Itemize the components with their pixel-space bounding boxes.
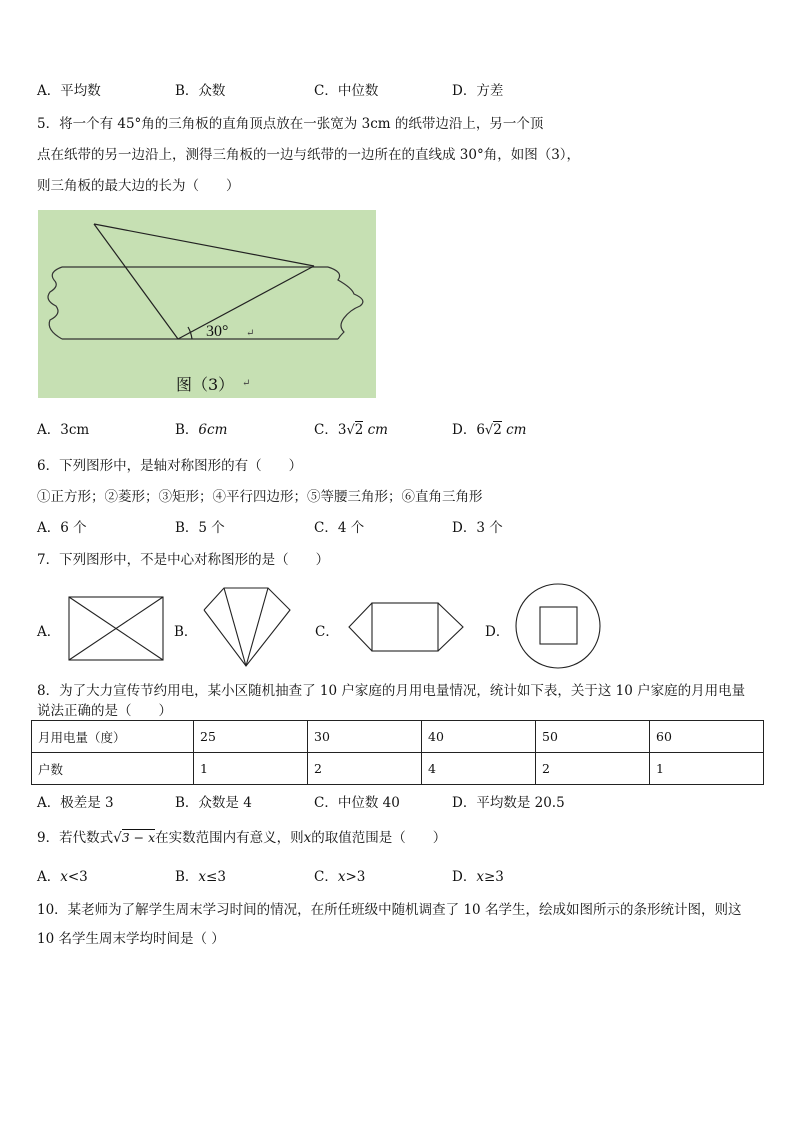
q5-option-b-value: 6cm [198,422,228,438]
q9-option-b[interactable] [175,868,226,886]
q6-option-b[interactable]: B．5 个 [175,520,225,536]
q5-stem-line3: 则三角板的最大边的长为（ ） [37,178,240,194]
q6-shape-list: ①正方形；②菱形；③矩形；④平行四边形；⑤等腰三角形；⑥直角三角形 [37,489,483,505]
q8-stem-line2: 说法正确的是（ ） [37,703,172,719]
q9-option-b-label: B． [175,869,199,885]
q9-option-c-relation: >3 [345,869,366,885]
sqrt-icon: √ [113,830,122,846]
q6-option-d[interactable]: D．3 个 [452,520,503,536]
q5-figure-caption: 图（3） [176,375,235,394]
q7-option-b-label[interactable]: B． [174,624,198,640]
triangle-board [94,224,314,339]
q8-usage-table [31,720,764,785]
q5-option-d-radicand: 2 [493,422,502,438]
q8-options [37,794,757,812]
q9-option-c-var: x [337,869,346,885]
q9-option-a-label: A． [37,869,61,885]
table-cell: 2 [308,753,422,785]
q9-option-d-label: D． [452,869,477,885]
q9-option-d[interactable] [452,868,504,886]
q8-option-c[interactable]: C．中位数 40 [314,795,400,811]
q5-stem-line2: 点在纸带的另一边沿上，测得三角板的一边与纸带的一边所在的直线成 30°角，如图（3）， [37,147,581,163]
q10-stem-line2: 10 名学生周末学均时间是（ ） [37,931,225,947]
q4-option-a[interactable]: A．平均数 [37,83,101,99]
q6-option-a[interactable]: A．6 个 [37,520,87,536]
q5-option-d-unit: cm [506,422,527,438]
q7-figure-b-fan-shape[interactable] [196,580,296,670]
q9-option-c-label: C． [314,869,338,885]
table-cell: 60 [650,721,764,753]
q4-option-d[interactable]: D．方差 [452,83,504,99]
table-cell: 1 [194,753,308,785]
table-row [32,753,764,785]
q8-option-b[interactable]: B．众数是 4 [175,795,252,811]
q7-option-d-label[interactable]: D． [485,624,510,640]
q9-stem [37,829,446,847]
q8-option-a[interactable]: A．极差是 3 [37,795,114,811]
q7-option-a-label[interactable]: A． [37,624,61,640]
q7-stem: 7．下列图形中，不是中心对称图形的是（ ） [37,552,330,568]
q8-stem-line1: 8．为了大力宣传节约用电，某小区随机抽查了 10 户家庭的月用电量情况，统计如下表，关于这 10 户家庭的月用电量 [37,683,746,699]
q9-option-d-var: x [476,869,484,885]
q6-option-c[interactable]: C．4 个 [314,520,365,536]
q5-option-b-label: B． [175,422,199,438]
q4-option-b[interactable]: B．众数 [175,83,226,99]
q9-option-a-relation: <3 [67,869,88,885]
q9-option-c[interactable] [314,868,365,886]
table-cell: 4 [422,753,536,785]
q5-option-a[interactable]: A．3cm [37,422,90,438]
q5-option-c-radicand: 2 [354,422,364,438]
q7-figure-c-rectangle-with-triangles[interactable] [344,580,468,670]
q6-options [37,519,757,537]
q5-option-c[interactable] [314,421,388,440]
q7-option-c-label[interactable]: C． [315,624,339,640]
q5-stem-line1: 5．将一个有 45°角的三角板的直角顶点放在一张宽为 3cm 的纸带边沿上，另一个顶 [37,116,544,132]
q5-figure [38,210,376,398]
table-cell: 25 [194,721,308,753]
q5-option-c-unit: cm [367,422,388,438]
q5-figure-drawing [38,210,376,398]
table-cell: 1 [650,753,764,785]
q5-angle-label: 30° [206,323,229,340]
q5-option-d-label: D． [452,422,477,438]
q9-option-b-var: x [198,869,207,885]
q9-option-a-var: x [60,869,68,885]
q9-options [37,868,757,886]
q5-option-c-label: C． [314,422,338,438]
table-cell: 50 [536,721,650,753]
q7-figure-d-circle-with-square[interactable] [512,580,606,670]
table-row [32,721,764,753]
q5-options [37,421,757,439]
q9-radicand: 3 − x [121,830,156,845]
table-cell: 户数 [32,753,194,785]
table-cell: 30 [308,721,422,753]
q10-stem-line1: 10．某老师为了解学生周末学习时间的情况，在所任班级中随机调查了 10 名学生，绘成如图所示的条形统计图，则这 [37,902,742,918]
q9-option-b-relation: ≤3 [206,869,226,885]
q5-option-c-coef: 3 [337,422,347,438]
table-cell: 40 [422,721,536,753]
table-cell: 2 [536,753,650,785]
q8-option-d[interactable]: D．平均数是 20.5 [452,795,565,811]
sqrt-icon: √ [346,423,355,438]
q7-figure-a-rectangle-diagonals[interactable] [64,580,168,666]
q5-option-d[interactable] [452,421,526,440]
sqrt-icon: √ [484,423,494,438]
table-cell: 月用电量（度） [32,721,194,753]
return-mark-icon: ↵ [246,328,255,339]
q5-option-b[interactable] [175,421,227,439]
return-mark-icon: ↵ [242,378,251,389]
q4-options [37,82,757,100]
q9-stem-mid: 在实数范围内有意义，则 [155,830,304,846]
q9-stem-prefix: 9．若代数式 [37,830,114,846]
q4-option-c[interactable]: C．中位数 [314,83,379,99]
q9-variable: x [303,830,312,846]
q5-option-d-coef: 6 [476,422,485,438]
q9-option-a[interactable] [37,868,88,886]
q9-stem-suffix: 的取值范围是（ ） [311,830,447,846]
q6-stem: 6．下列图形中，是轴对称图形的有（ ） [37,458,303,474]
q9-option-d-relation: ≥3 [483,869,504,885]
